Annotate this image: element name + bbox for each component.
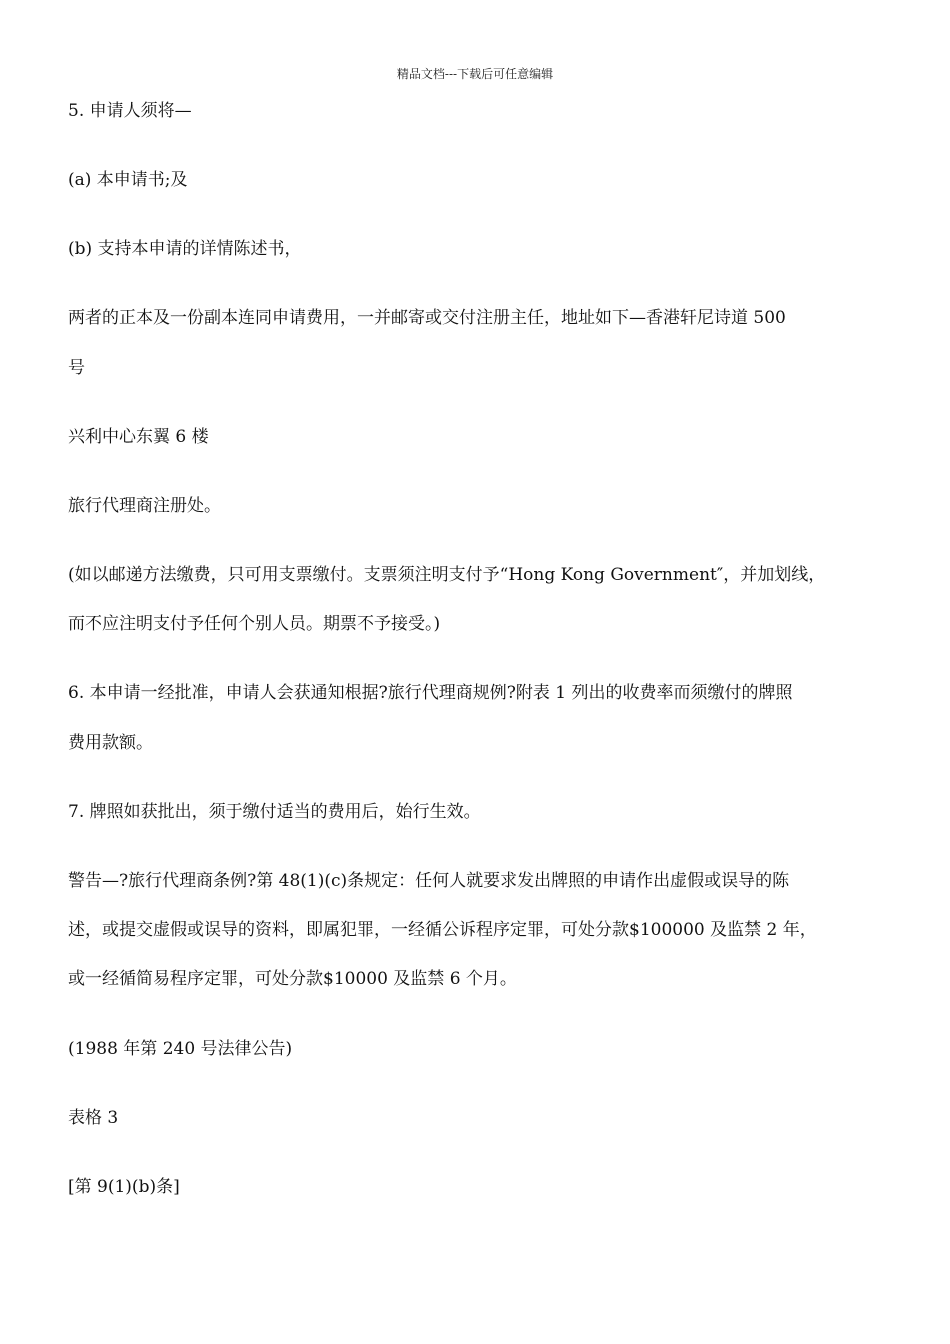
doc-line-form-title: 表格 3 xyxy=(68,1108,119,1128)
doc-line-warning-1: 警告—?旅行代理商条例?第 48(1)(c)条规定：任何人就要求发出牌照的申请作出虚假或误导的陈 xyxy=(68,871,790,891)
doc-line-form-section: [第 9(1)(b)条] xyxy=(68,1177,180,1197)
doc-line-item5: 5. 申请人须将— xyxy=(68,101,192,121)
doc-line-address-2: 号 xyxy=(68,358,85,378)
doc-line-item5a: (a) 本申请书;及 xyxy=(68,170,188,190)
doc-line-item5b: (b) 支持本申请的详情陈述书， xyxy=(68,239,302,259)
doc-line-address-1: 两者的正本及一份副本连同申请费用，一并邮寄或交付注册主任，地址如下—香港轩尼诗道 500 xyxy=(68,308,786,328)
doc-line-warning-3: 或一经循简易程序定罪，可处分款$10000 及监禁 6 个月。 xyxy=(68,969,517,989)
doc-line-address-4: 旅行代理商注册处。 xyxy=(68,496,221,516)
doc-line-address-3: 兴利中心东翼 6 楼 xyxy=(68,427,209,447)
doc-line-payment-note-1: (如以邮递方法缴费，只可用支票缴付。支票须注明支付予“Hong Kong Government″，并加划线， xyxy=(68,565,826,585)
doc-line-item6-1: 6. 本申请一经批准，申请人会获通知根据?旅行代理商规例?附表 1 列出的收费率而须缴付的牌照 xyxy=(68,683,793,703)
page-header: 精品文档---下载后可任意编辑 xyxy=(396,67,554,81)
doc-line-payment-note-2: 而不应注明支付予任何个别人员。期票不予接受。) xyxy=(68,614,441,634)
doc-line-legal-notice: (1988 年第 240 号法律公告) xyxy=(68,1039,293,1059)
doc-line-item6-2: 费用款额。 xyxy=(68,733,153,753)
doc-line-item7: 7. 牌照如获批出，须于缴付适当的费用后，始行生效。 xyxy=(68,802,481,822)
doc-line-warning-2: 述，或提交虚假或误导的资料，即属犯罪，一经循公诉程序定罪，可处分款$100000 及监禁 2 年， xyxy=(68,920,817,940)
